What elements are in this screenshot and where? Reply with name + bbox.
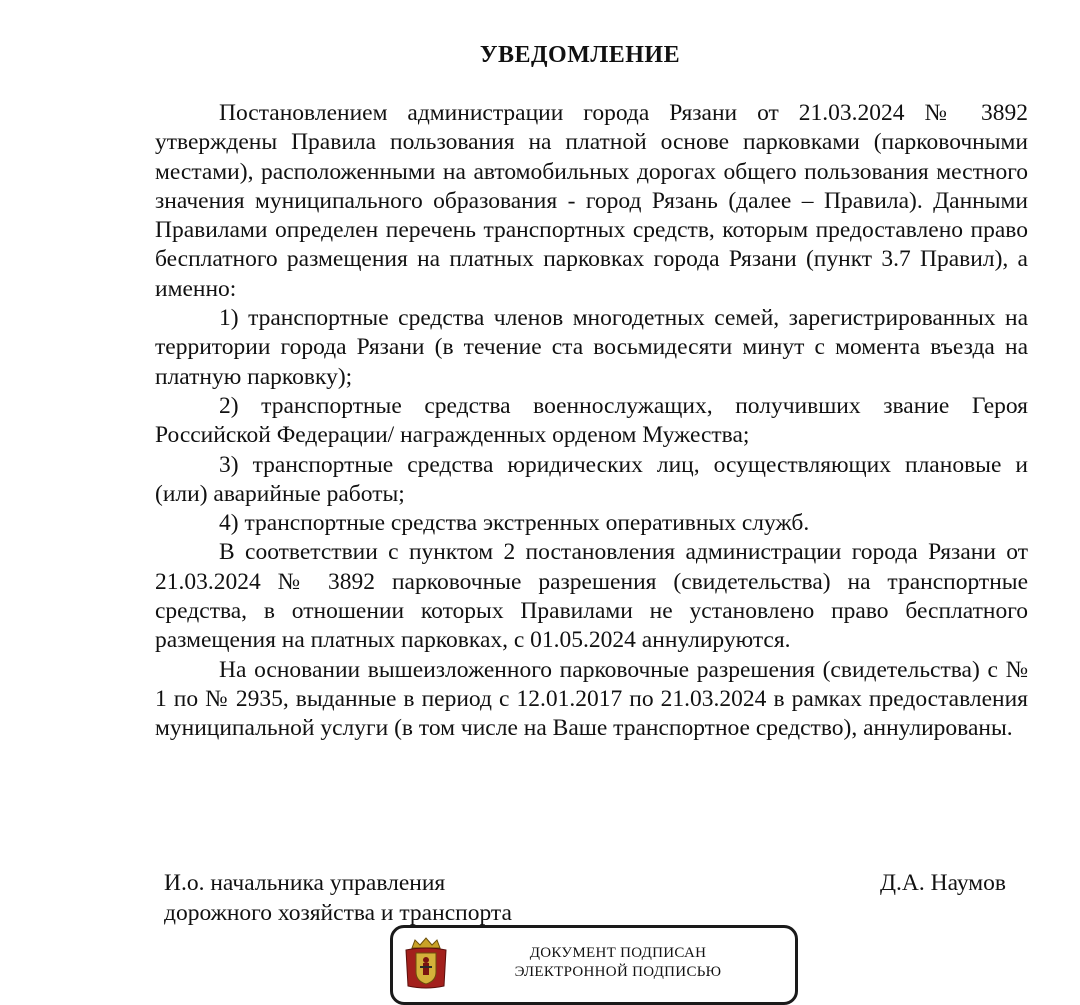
paragraph-intro: Постановлением администрации города Рязани от 21.03.2024 № 3892 утверждены Правила пользования на платной основе парковками (парковочными местами), расположенными на автомобильных дорогах общего пользования местного значения муниципального образования - город Рязань (далее – Правила). Данными Правилами определен перечень транспортных средств, которым предоставлено право бесплатного размещения на платных парковках города Рязани (пункт 3.7 Правил), а именно:	[155, 100, 1028, 302]
list-item-4: 4) транспортные средства экстренных оперативных служб.	[219, 510, 810, 537]
document-title: УВЕДОМЛЕНИЕ	[479, 42, 681, 68]
stamp-text-line-2: ЭЛЕКТРОННОЙ ПОДПИСЬЮ	[514, 964, 722, 980]
ryazan-coat-of-arms-icon	[403, 936, 449, 990]
signatory-position-line-2: дорожного хозяйства и транспорта	[164, 900, 512, 926]
paragraph-conclusion: На основании вышеизложенного парковочные разрешения (свидетельства) с № 1 по № 2935, выданные в период с 12.01.2017 по 21.03.2024 в рамках предоставления муниципальной услуги (в том числе на Ваше транспортное средство), аннулированы.	[155, 656, 1028, 742]
list-item-3: 3) транспортные средства юридических лиц, осуществляющих плановые и (или) аварийные работы;	[155, 451, 1028, 507]
document-body	[155, 99, 1028, 744]
stamp-text	[463, 944, 773, 982]
signatory-position-line-1: И.о. начальника управления	[164, 870, 446, 896]
list-item-1: 1) транспортные средства членов многодетных семей, зарегистрированных на территории города Рязани (в течение ста восьмидесяти минут с момента въезда на платную парковку);	[155, 305, 1028, 390]
stamp-text-line-1: ДОКУМЕНТ ПОДПИСАН	[529, 945, 707, 961]
electronic-signature-stamp	[390, 925, 798, 1005]
signatory-position	[164, 868, 512, 928]
signatory-name: Д.А. Наумов	[880, 870, 1006, 896]
list-item-2: 2) транспортные средства военнослужащих, получивших звание Героя Российской Федерации/ награжденных орденом Мужества;	[155, 392, 1028, 449]
paragraph-annulment: В соответствии с пунктом 2 постановления администрации города Рязани от 21.03.2024 № 3892 парковочные разрешения (свидетельства) на транспортные средства, в отношении которых Правилами не установлено право бесплатного размещения на платных парковках, с 01.05.2024 аннулируются.	[155, 539, 1028, 654]
